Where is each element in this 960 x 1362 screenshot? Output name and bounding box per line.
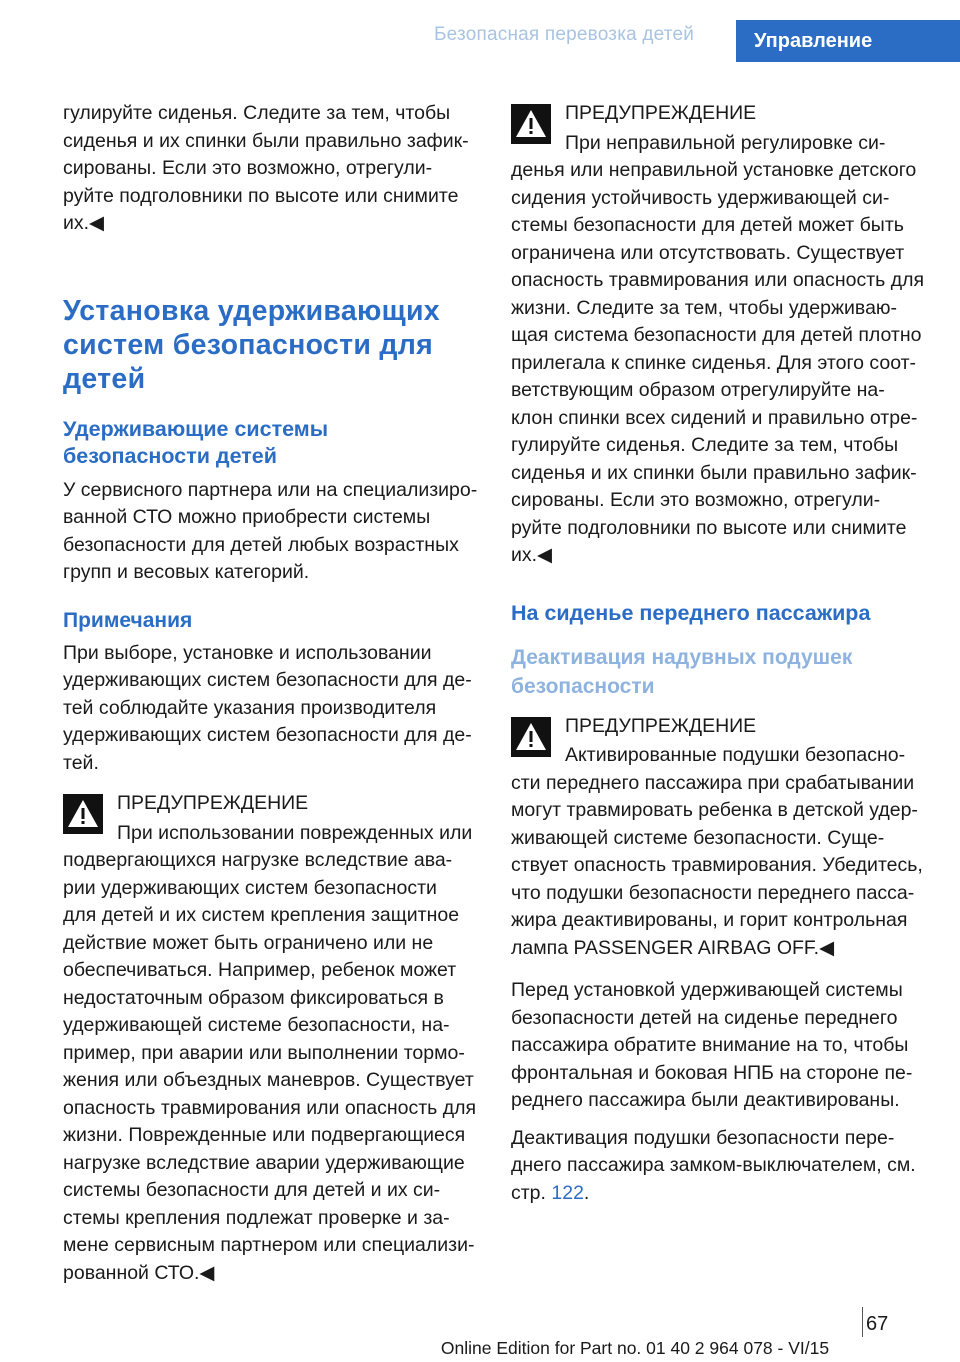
warning-label: ПРЕДУПРЕЖДЕНИЕ [117,792,309,814]
passenger-seat-heading: На сиденье переднего пассажира [511,600,871,625]
footer-edition: Online Edition for Part no. 01 40 2 964 078 - VI/15 [440,1338,830,1358]
warning-first-line: При неправильной регулировке си- [565,131,886,154]
warning-block-airbag [511,713,931,963]
warning-block-seat-adjustment [511,100,931,570]
notes-heading: Примечания [63,608,193,632]
warning-triangle-icon [511,717,551,757]
subsection-heading: Удерживающие системы безопасности детей [63,416,329,468]
left-column [63,100,481,1287]
warning-text: сти переднего пассажира при срабатывании могут травмировать ребенка в детской удер- живающей системе безопасности. Суще- ствует опасность травмирования. Убедитесь, что подушки безопасности переднего пасса- жира деактивированы, и горит контрольная лампа PASSENGER AIRBAG OFF.◀ [511,771,923,959]
warning-triangle-icon [511,104,551,144]
page-header [0,0,960,62]
installation-paragraph: Перед установкой удерживающей системы безопасности детей на сиденье переднего пассажира обратите внимание на то, чтобы фронтальная и боковая НПБ на стороне пе- реднего пассажира были деактивированы. [511,979,913,1111]
subsection-paragraph: У сервисного партнера или на специализиро- ванной СТО можно приобрести системы безопасности для детей любых возрастных групп и весовых категорий. [63,478,478,583]
warning-label: ПРЕДУПРЕЖДЕНИЕ [565,102,757,124]
notes-paragraph: При выборе, установке и использовании удерживающих систем безопасности для де- тей соблюдайте указания производителя удерживающих систем безопасности для де- тей. [63,641,472,774]
section-heading: Установка удерживающих систем безопасности для детей [63,294,440,395]
right-column [511,100,931,1207]
warning-triangle-icon [63,794,103,834]
deactivation-paragraph: Деактивация подушки безопасности пере- днего пассажира замком-выключателем, см. стр. 122. [511,1126,916,1204]
intro-paragraph: гулируйте сиденья. Следите за тем, чтобы сиденья и их спинки были правильно зафик- сированы. Если это возможно, отрегули- руйте подголовники по высоте или снимите их.◀ [63,102,469,234]
warning-first-line: При использовании поврежденных или [117,821,473,844]
warning-text: денья или неправильной установке детского сидения устойчивость удерживающей си- стемы безопасности для детей может быть ограничена или отсутствовать. Существует опасность травмирования или опасность для жизни. Следите за тем, чтобы удерживаю- щая система безопасности для детей плотно прилегала к спинке сиденья. Для этого соот- ветствующим образом отрегулируйте на- клон спинки всех сидений и правильно отре- гулируйте сиденья. Следите за тем, чтобы сиденья и их спинки были правильно зафик- сированы. Если это возможно, отрегули- руйте подголовники по высоте или снимите их.◀ [511,159,925,566]
warning-text: подвергающихся нагрузке вследствие ава- рии удерживающих систем безопасности для детей и их систем крепления защитное действие может быть ограничено или не обеспечиваться. Например, ребенок может недостаточным образом фиксироваться в удерживающей системе безопасности, на- пример, при аварии или выполнении тормо- жения или объездных маневров. Существует опасность травмирования или опасность для жизни. Поврежденные или подвергающиеся нагрузке вследствие аварии удерживающие системы безопасности для детей и их си- стемы крепления подлежат проверке и за- мене сервисным партнером или специализи- рованной СТО.◀ [63,849,477,1284]
airbag-deactivation-heading: Деактивация надувных подушек безопасности [511,645,853,698]
page-reference-link[interactable]: 122 [551,1181,584,1204]
header-section-title: Безопасная перевозка детей [434,24,695,45]
page-number: 67 [866,1313,889,1335]
warning-first-line: Активированные подушки безопасно- [565,744,906,766]
warning-block [63,790,481,1287]
footer-divider [862,1307,863,1337]
warning-label: ПРЕДУПРЕЖДЕНИЕ [565,714,757,737]
header-chapter-tab[interactable]: Управление [736,20,960,62]
